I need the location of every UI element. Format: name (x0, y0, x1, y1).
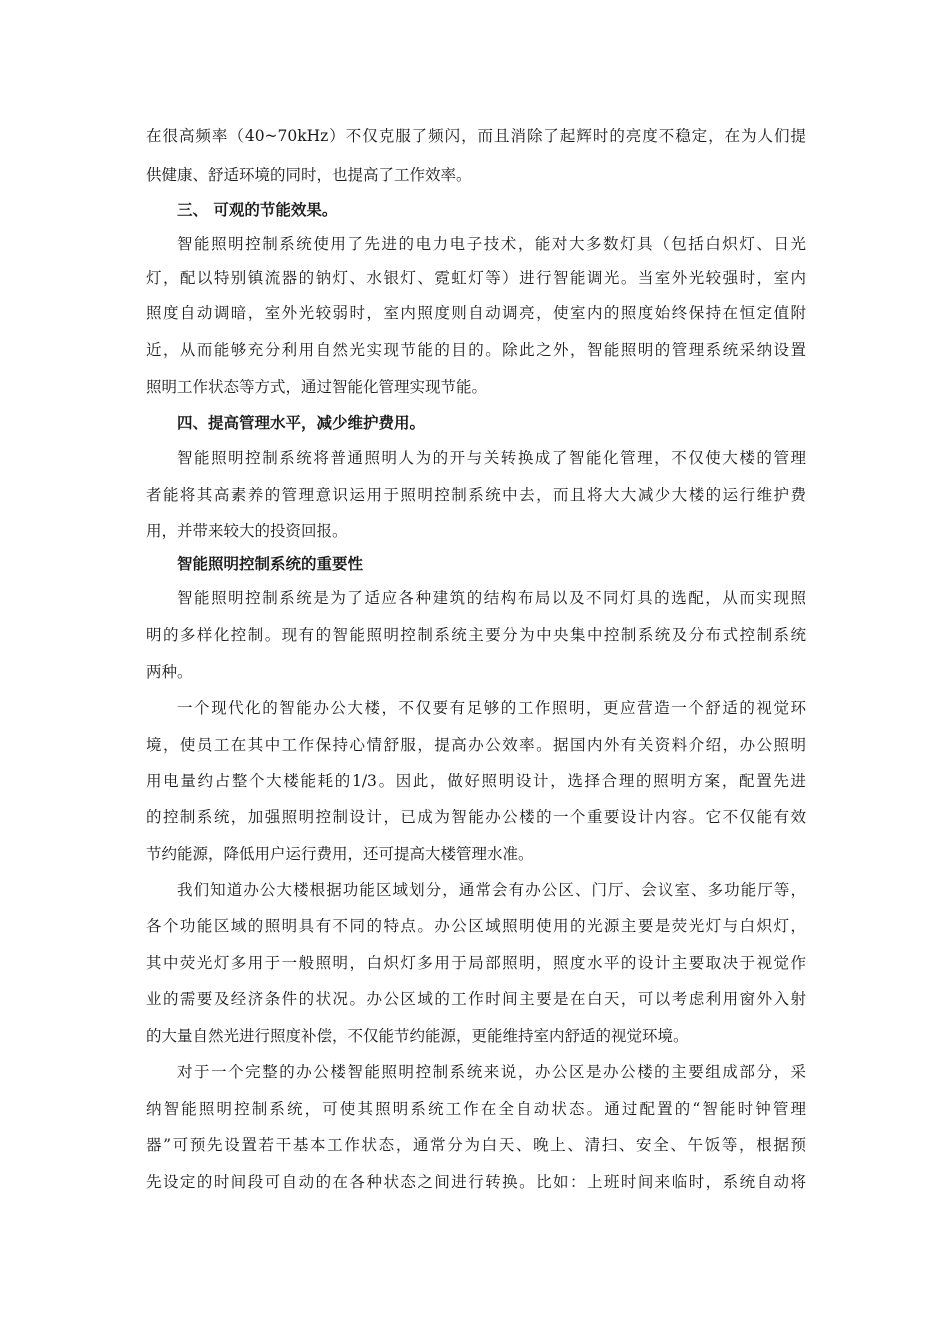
section-heading: 三、 可观的节能效果。 (177, 200, 338, 219)
paragraph-line: 其中荧光灯多用于一般照明，白炽灯多用于局部照明，照度水平的设计主要取决于视觉作 (146, 954, 806, 972)
paragraph-line: 业的需要及经济条件的状况。办公区域的工作时间主要是在白天，可以考虑利用窗外入射 (146, 990, 806, 1008)
paragraph-line: 灯，配以特别镇流器的钠灯、水银灯、霓虹灯等）进行智能调光。当室外光较强时，室内 (146, 269, 806, 287)
paragraph-line: 用电量约占整个大楼能耗的1/3。因此，做好照明设计，选择合理的照明方案，配置先进 (146, 772, 806, 790)
paragraph-line: 近，从而能够充分利用自然光实现节能的目的。除此之外，智能照明的管理系统采纳设置 (146, 341, 806, 359)
paragraph-line: 照明工作状态等方式，通过智能化管理实现节能。 (146, 378, 488, 396)
paragraph-line: 对于一个完整的办公楼智能照明控制系统来说，办公区是办公楼的主要组成部分，采 (177, 1063, 806, 1081)
paragraph-line: 明的多样化控制。现有的智能照明控制系统主要分为中央集中控制系统及分布式控制系统 (146, 626, 806, 644)
paragraph-line: 的大量自然光进行照度补偿，不仅能节约能源，更能维持室内舒适的视觉环境。 (146, 1027, 689, 1045)
paragraph-line: 我们知道办公大楼根据功能区域划分，通常会有办公区、门厅、会议室、多功能厅等， (177, 881, 806, 899)
paragraph-line: 智能照明控制系统是为了适应各种建筑的结构布局以及不同灯具的选配，从而实现照 (177, 589, 806, 607)
section-heading: 智能照明控制系统的重要性 (177, 554, 364, 573)
paragraph-line: 智能照明控制系统使用了先进的电力电子技术，能对大多数灯具（包括白炽灯、日光 (177, 235, 806, 253)
paragraph-line: 在很高频率（40~70kHz）不仅克服了频闪，而且消除了起辉时的亮度不稳定，在为人们提 (146, 127, 806, 145)
paragraph-line: 照度自动调暗，室外光较弱时，室内照度则自动调亮，使室内的照度始终保持在恒定值附 (146, 304, 806, 322)
paragraph-line: 各个功能区域的照明具有不同的特点。办公区域照明使用的光源主要是荧光灯与白炽灯， (146, 917, 806, 935)
paragraph-line: 供健康、舒适环境的同时，也提高了工作效率。 (146, 166, 472, 184)
paragraph-line: 一个现代化的智能办公大楼，不仅要有足够的工作照明，更应营造一个舒适的视觉环 (177, 699, 806, 717)
section-heading: 四、提高管理水平，减少维护费用。 (177, 413, 426, 432)
paragraph-line: 先设定的时间段可自动的在各种状态之间进行转换。比如：上班时间来临时，系统自动将 (146, 1173, 806, 1191)
paragraph-line: 器”可预先设置若干基本工作状态，通常分为白天、晚上、清扫、安全、午饭等，根据预 (146, 1136, 806, 1154)
paragraph-line: 境，使员工在其中工作保持心情舒服，提高办公效率。据国内外有关资料介绍，办公照明 (146, 736, 806, 754)
paragraph-line: 两种。 (146, 663, 193, 681)
paragraph-line: 的控制系统，加强照明控制设计，已成为智能办公楼的一个重要设计内容。它不仅能有效 (146, 808, 806, 826)
paragraph-line: 智能照明控制系统将普通照明人为的开与关转换成了智能化管理，不仅使大楼的管理 (177, 449, 806, 467)
paragraph-line: 纳智能照明控制系统，可使其照明系统工作在全自动状态。通过配置的“智能时钟管理 (146, 1100, 806, 1118)
paragraph-line: 者能将其高素养的管理意识运用于照明控制系统中去，而且将大大减少大楼的运行维护费 (146, 486, 806, 504)
paragraph-line: 节约能源，降低用户运行费用，还可提高大楼管理水准。 (146, 845, 534, 863)
paragraph-line: 用，并带来较大的投资回报。 (146, 522, 348, 540)
